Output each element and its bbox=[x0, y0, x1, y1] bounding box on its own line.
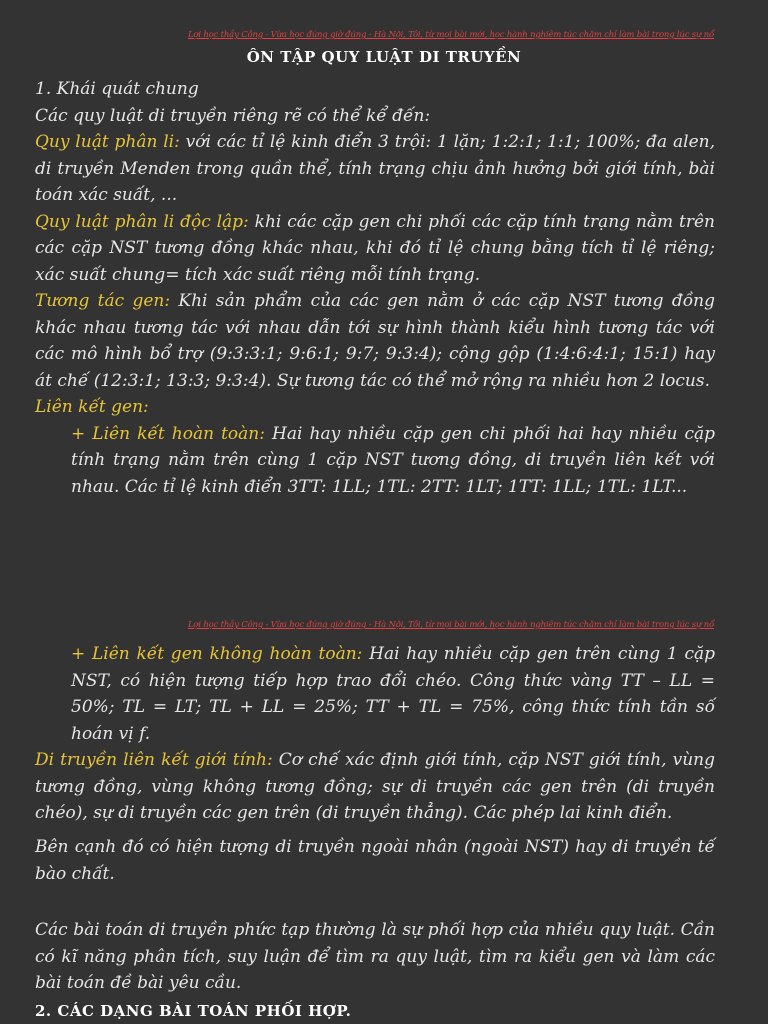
label-lien-ket-gioi-tinh: Di truyền liên kết giới tính: bbox=[35, 750, 273, 770]
page1-body bbox=[35, 76, 715, 500]
intro-text: Các quy luật di truyền riêng rẽ có thể kể đến: bbox=[35, 105, 431, 126]
text-lien-ket-gioi-tinh: Cơ chế xác định giới tính, cặp NST giới tính, vùng tương đồng, vùng không tương đồng; sự di truyền các gen trên (di truyền chéo), sự di truyền các gen trên (di truyền thẳng). Các phép lai kinh điển. bbox=[35, 750, 715, 823]
page-title: ÔN TẬP QUY LUẬT DI TRUYỀN bbox=[246, 48, 522, 66]
paragraph-phoi-hop: Các bài toán di truyền phức tạp thường là sự phối hợp của nhiều quy luật. Cần có kĩ năng phân tích, suy luận để tìm ra quy luật, tìm ra kiểu gen và làm các bài toán đề bài yêu cầu. bbox=[35, 920, 715, 993]
label-lien-ket-gen: Liên kết gen: bbox=[35, 397, 149, 417]
text-phan-li: với các tỉ lệ kinh điển 3 trội: 1 lặn; 1:2:1; 1:1; 100%; đa alen, di truyền Menden trong quần thể, tính trạng chịu ảnh hưởng bởi giới tính, bài toán xác suất, ... bbox=[35, 132, 715, 205]
section2-title: 2. CÁC DẠNG BÀI TOÁN PHỐI HỢP. bbox=[35, 1002, 352, 1020]
paragraph-tuong-tac-gen bbox=[35, 288, 715, 394]
label-phan-li-doc-lap: Quy luật phân li độc lập: bbox=[35, 211, 249, 232]
label-phan-li: Quy luật phân li: bbox=[35, 132, 180, 152]
label-lien-ket-khong-hoan-toan: + Liên kết gen không hoàn toàn: bbox=[71, 644, 363, 664]
label-lien-ket-hoan-toan: + Liên kết hoàn toàn: bbox=[71, 423, 265, 444]
text-lien-ket-khong-hoan-toan: Hai hay nhiều cặp gen trên cùng 1 cặp NST, có hiện tượng tiếp hợp trao đổi chéo. Công thức vàng TT – LL = 50%; TL = LT; TL + LL = 25%; TT + TL = 75%, công thức tính tần số hoán vị f. bbox=[71, 644, 715, 744]
paragraph-phan-li bbox=[35, 129, 715, 209]
paragraph-lien-ket-gioi-tinh bbox=[35, 747, 715, 827]
paragraph-lien-ket-khong-hoan-toan bbox=[35, 641, 715, 747]
paragraph-lien-ket-gen bbox=[35, 394, 715, 421]
text-lien-ket-hoan-toan: Hai hay nhiều cặp gen chi phối hai hay nhiều cặp tính trạng nằm trên cùng 1 cặp NST tương đồng, di truyền liên kết với nhau. Các tỉ lệ kinh điển 3TT: 1LL; 1TL: 2TT: 1LT; 1TT: 1LL; 1TL: 1LT... bbox=[71, 423, 716, 497]
text-tuong-tac-gen: Khi sản phẩm của các gen nằm ở các cặp NST tương đồng khác nhau tương tác với nhau dẫn tới sự hình thành kiểu hình tương tác với các mô hình bổ trợ (9:3:3:1; 9:6:1; 9:7; 9:3:4); cộng gộp (1:4:6:4:1; 15:1) hay át chế (12:3:1; 13:3; 9:3:4). Sự tương tác có thể mở rộng ra nhiều hơn 2 locus. bbox=[35, 291, 715, 391]
paragraph-ngoai-nhan: Bên cạnh đó có hiện tượng di truyền ngoài nhân (ngoài NST) hay di truyền tế bào chất. bbox=[35, 837, 715, 884]
page-header-1: Lợi học thầy Công - Vừa học đúng giờ đúng - Hà Nội, Tôi, từ mọi bài mới, học hành nghiêm túc chăm chỉ làm bài trong lúc sự nổ bbox=[187, 30, 714, 40]
label-tuong-tac-gen: Tương tác gen: bbox=[35, 291, 171, 311]
paragraph-lien-ket-hoan-toan bbox=[35, 421, 715, 501]
page-header-2: Lợi học thầy Công - Vừa học đúng giờ đúng - Hà Nội, Tôi, từ mọi bài mới, học hành nghiêm túc chăm chỉ làm bài trong lúc sự nổ bbox=[187, 620, 714, 630]
page2-body-a bbox=[35, 641, 715, 827]
paragraph-phan-li-doc-lap bbox=[35, 209, 715, 289]
section1-title: 1. Khái quát chung bbox=[35, 79, 199, 99]
text-phan-li-doc-lap: khi các cặp gen chi phối các cặp tính trạng nằm trên các cặp NST tương đồng khác nhau, khi đó tỉ lệ chung bằng tích tỉ lệ riêng; xác suất chung= tích xác suất riêng mỗi tính trạng. bbox=[35, 211, 715, 285]
